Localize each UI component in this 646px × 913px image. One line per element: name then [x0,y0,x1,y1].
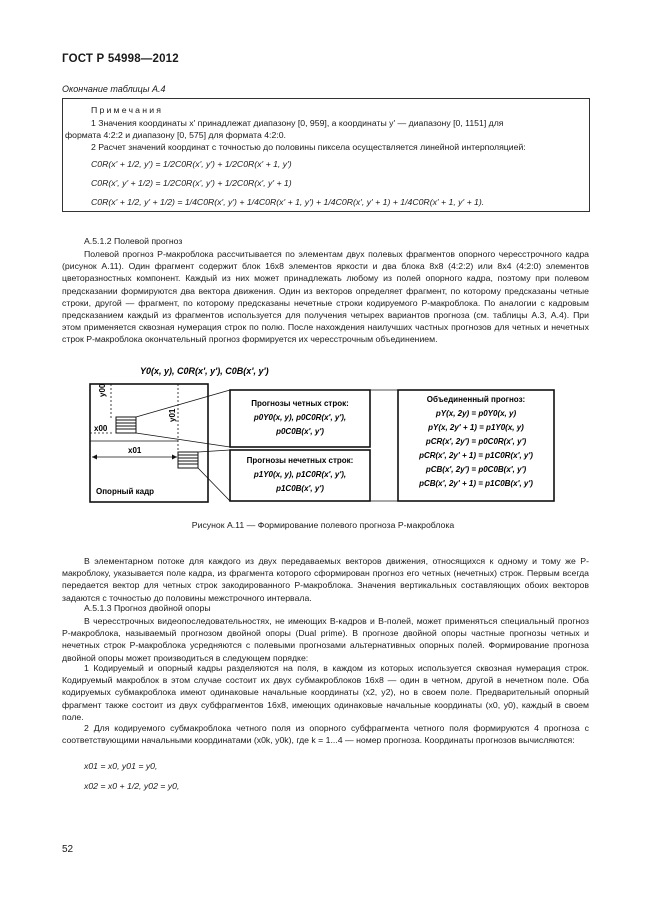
y00-label: y00 [98,383,107,397]
combined-line-5: pCB(x', 2y') = p0C0B(x', y') [425,465,527,474]
section-a513-item-1: 1 Кодируемый и опорный кадры разделяются на поля, в каждом из которых используется сквозная нумерация строк. Кодируемый макроблок в этом случае состоит их двух субмакроблоков 16x8 — один в четном, другой в нечетном поле. Оба кодируемых субмакроблока имеют одинаковые начальные координаты (x2, y2), но в своем поле. Предварительный опорный фрагмент также состоит из двух субфрагментов 16x8, имеющих одинаковые начальные координаты (x0, y0), каждый в своем поле. [62,663,589,722]
note-title: Примечания [91,105,164,115]
page-number: 52 [62,844,74,855]
section-a513-item-2: 2 Для кодируемого субмакроблока четного поля из опорного субфрагмента четного поля формируются 4 прогноза с соответствующими начальными координатами (x0k, y0k), где k = 1...4 — номер прогноза. Координаты прогнозов вычисляются: [62,723,589,746]
section-a512-heading: А.5.1.2 Полевой прогноз [84,236,183,246]
note-equation-2: C0R(x', y' + 1/2) = 1/2C0R(x', y') + 1/2C0R(x', y' + 1) [91,178,292,188]
combined-line-2: pY(x, 2y' + 1) = p1Y0(x, y) [428,423,524,432]
note-equation-1: C0R(x' + 1/2, y') = 1/2C0R(x', y') + 1/2C0R(x' + 1, y') [91,159,292,169]
even-line-2: p0C0B(x', y') [276,427,324,436]
x00-label: x00 [94,424,108,433]
table-continuation-label: Окончание таблицы А.4 [62,84,166,94]
odd-line-2: p1C0B(x', y') [276,484,324,493]
section-a512-paragraph: Полевой прогноз P-макроблока рассчитывается по элементам двух полевых фрагментов опорного чересстрочного кадра (рисунок А.11). Один фрагмент содержит блок 16x8 элементов яркости и два блока 8x8 (4:2:2) или 8x4 (4:2:0) элементов цветоразностных компонент. Каждый из них может принадлежать любому из полей опорного кадра, поэтому при полевом предсказании формируются два вектора движения. Один из векторов определяет фрагмент, по которому предсказаны четные строки, другой — фрагмент, по которому предсказаны нечетные строки кодируемого P-макроблока. По аналогии с кадровым предсказанием каждый из фрагментов используется для получения четырех вариантов прогноза (см. таблицы А.3, А.4). При этом применяется сквозная нумерация строк по полю. После нахождения наилучших частных прогнозов для четных и нечетных строк P-макроблока окончательный прогноз формируется их чересстрочным объединением. [62,249,589,345]
section-a513-heading: А.5.1.3 Прогноз двойной опоры [84,603,211,613]
y01-label: y01 [168,408,177,422]
x01-label: x01 [128,446,142,455]
note-equation-3: C0R(x' + 1/2, y' + 1/2) = 1/4C0R(x', y') + 1/4C0R(x' + 1, y') + 1/4C0R(x', y' + 1) + 1/4C0R(x' + 1, y' + 1). [91,197,485,207]
combined-line-1: pY(x, 2y) = p0Y0(x, y) [435,409,517,418]
section-a513-paragraph: В чересстрочных видеопоследовательностях, не имеющих B-кадров и B-полей, может применяться специальный прогноз P-макроблока, называемый прогнозом двойной опоры (Dual prime). В прогнозе двойной опоры частные прогнозы четных и нечетных строк P-макроблока усредняются с полевыми прогнозами альтернативных опорных полей. Формирование прогноза двойной опоры может производиться в следующем порядке: [62,616,589,663]
odd-title: Прогнозы нечетных строк: [246,456,354,465]
combined-title: Объединенный прогноз: [426,395,526,404]
odd-line-1: p1Y0(x, y), p1C0R(x', y'), [253,470,347,479]
figure-a11 [80,362,560,512]
combined-line-4: pCR(x', 2y' + 1) = p1C0R(x', y') [419,451,533,460]
figure-caption: Рисунок А.11 — Формирование полевого прогноза P-макроблока [191,520,455,530]
coord-equation-2: x02 = x0 + 1/2, y02 = y0, [84,781,180,791]
document-header: ГОСТ Р 54998—2012 [62,53,179,65]
even-block [116,417,136,433]
even-line-1: p0Y0(x, y), p0C0R(x', y'), [253,413,347,422]
figure-top-label: Y0(x, y), C0R(x', y'), C0B(x', y') [140,366,269,376]
reference-frame-label: Опорный кадр [96,487,155,496]
odd-block [178,452,198,468]
coord-equation-1: x01 = x0, y01 = y0, [84,761,158,771]
even-title: Прогнозы четных строк: [251,399,349,408]
note-item-2: 2 Расчет значений координат с точностью до половины пиксела осуществляется линейной интерполяцией: [91,142,526,152]
note-item-1a: 1 Значения координаты x' принадлежат диапазону [0, 959], а координаты y' — диапазону [0, 1151] для [91,118,504,128]
note-item-1b: формата 4:2:2 и диапазону [0, 575] для формата 4:2:0. [65,130,286,140]
combined-line-3: pCR(x', 2y') = p0C0R(x', y') [425,437,527,446]
vectors-paragraph: В элементарном потоке для каждого из двух передаваемых векторов движения, относящихся к одному и тому же P-макроблоку, указывается поле кадра, из фрагмента которого сформирован прогноз его четных (нечетных) строк. Первым всегда передается вектор для четных строк закодированного P-макроблока. Значения вертикальных составляющих обоих векторов задаются с точностью до половины межстрочного интервала. [62,556,589,603]
combined-line-6: pCB(x', 2y' + 1) = p1C0B(x', y') [419,479,533,488]
